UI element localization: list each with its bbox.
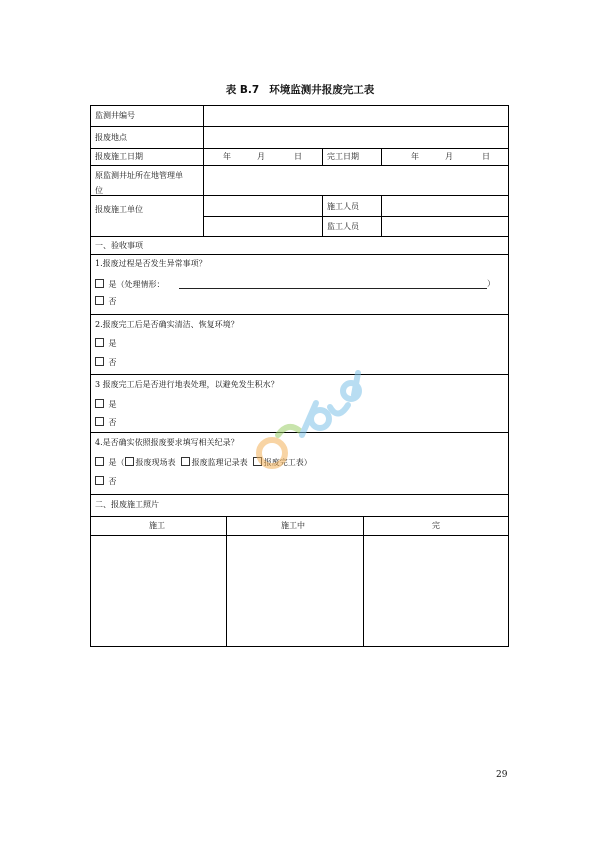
column-divider (381, 148, 382, 165)
table-number: 表 B.7 (225, 84, 260, 96)
q1-no-label: 否 (108, 297, 117, 306)
q1-question: 1.报废过程是否发生异常事项？ (95, 259, 207, 268)
q2-no-label: 否 (108, 358, 117, 367)
q4-question: 4.是否确实依照报废要求填写相关纪录？ (95, 438, 239, 447)
page-title (0, 82, 600, 97)
well-id-label: 监测井编号 (95, 111, 135, 120)
q3-no-option[interactable] (95, 417, 117, 428)
column-divider (363, 516, 364, 646)
checkbox-icon[interactable] (95, 279, 104, 288)
q3-question: 3 报废完工后是否进行地表处理，以避免发生积水？ (95, 380, 279, 389)
construction-staff-label: 施工人员 (327, 202, 359, 211)
q1-detail-line[interactable] (179, 288, 487, 289)
checkbox-icon[interactable] (95, 457, 104, 466)
end-month-label: 月 (445, 152, 453, 161)
q4-no-label: 否 (108, 477, 117, 486)
checkbox-icon[interactable] (95, 476, 104, 485)
page-number: 29 (496, 770, 508, 780)
q4-option-supervision-record: 报废监理记录表 (191, 458, 248, 467)
q3-yes-option[interactable] (95, 399, 117, 410)
q4-yes-label: 是（ (108, 458, 125, 467)
q4-no-option[interactable] (95, 476, 117, 487)
table-title: 环境监测井报废完工表 (269, 84, 375, 96)
q2-no-option[interactable] (95, 357, 117, 368)
end-date-label: 完工日期 (327, 152, 359, 161)
checkbox-icon[interactable] (95, 417, 104, 426)
photo-column-header: 施工 (149, 521, 165, 530)
q2-yes-option[interactable] (95, 338, 117, 349)
column-divider (322, 148, 323, 165)
q4-option-completion-form: 报废完工表） (263, 458, 312, 467)
q2-yes-label: 是 (108, 339, 117, 348)
management-unit-label-wrap: 位 (95, 186, 103, 195)
photo-column-header: 完 (432, 521, 440, 530)
checkbox-icon[interactable] (95, 399, 104, 408)
column-divider (226, 516, 227, 646)
end-day-label: 日 (482, 152, 490, 161)
checkbox-icon[interactable] (95, 338, 104, 347)
checkbox-icon[interactable] (181, 457, 190, 466)
watermark-letter-u (330, 405, 348, 414)
row-divider (91, 314, 508, 315)
q2-question: 2.报废完工后是否确实清洁、恢复环境？ (95, 320, 239, 329)
start-day-label: 日 (294, 152, 302, 161)
construction-unit-label: 报废施工单位 (95, 205, 143, 214)
column-divider (381, 195, 382, 236)
watermark-letter-o (311, 410, 329, 428)
start-year-label: 年 (223, 152, 231, 161)
row-divider (203, 216, 508, 217)
watermark-letter-d-stem (354, 373, 358, 395)
q3-yes-label: 是 (108, 400, 117, 409)
q4-option-site-form: 报废现场表 (135, 458, 176, 467)
location-label: 报废地点 (95, 133, 127, 142)
row-divider (91, 535, 508, 536)
column-divider (322, 195, 323, 236)
acceptance-header: 一、验收事项 (95, 241, 143, 250)
row-divider (91, 254, 508, 255)
q1-close-paren: ） (487, 279, 495, 288)
start-month-label: 月 (257, 152, 265, 161)
watermark-letter-c2 (278, 427, 300, 435)
end-year-label: 年 (411, 152, 419, 161)
management-unit-label: 原监测井址所在地管理单 (95, 171, 183, 180)
q3-no-label: 否 (108, 418, 117, 427)
row-divider (91, 195, 508, 196)
row-divider (91, 494, 508, 495)
row-divider (91, 516, 508, 517)
photos-header: 二、报废施工照片 (95, 500, 159, 509)
column-divider (203, 106, 204, 236)
checkbox-icon[interactable] (95, 357, 104, 366)
q1-no-option[interactable] (95, 296, 117, 307)
start-date-label: 报废施工日期 (95, 152, 143, 161)
row-divider (91, 165, 508, 166)
q1-yes-option[interactable] (95, 279, 165, 290)
checkbox-icon[interactable] (125, 457, 134, 466)
row-divider (91, 126, 508, 127)
row-divider (91, 148, 508, 149)
photo-column-header: 施工中 (281, 521, 305, 530)
cloud-logo-watermark (250, 365, 370, 475)
supervision-staff-label: 监工人员 (327, 222, 359, 231)
q1-yes-label: 是（处理情形： (108, 280, 165, 289)
watermark-letter-c (259, 440, 285, 466)
row-divider (91, 236, 508, 237)
checkbox-icon[interactable] (95, 296, 104, 305)
